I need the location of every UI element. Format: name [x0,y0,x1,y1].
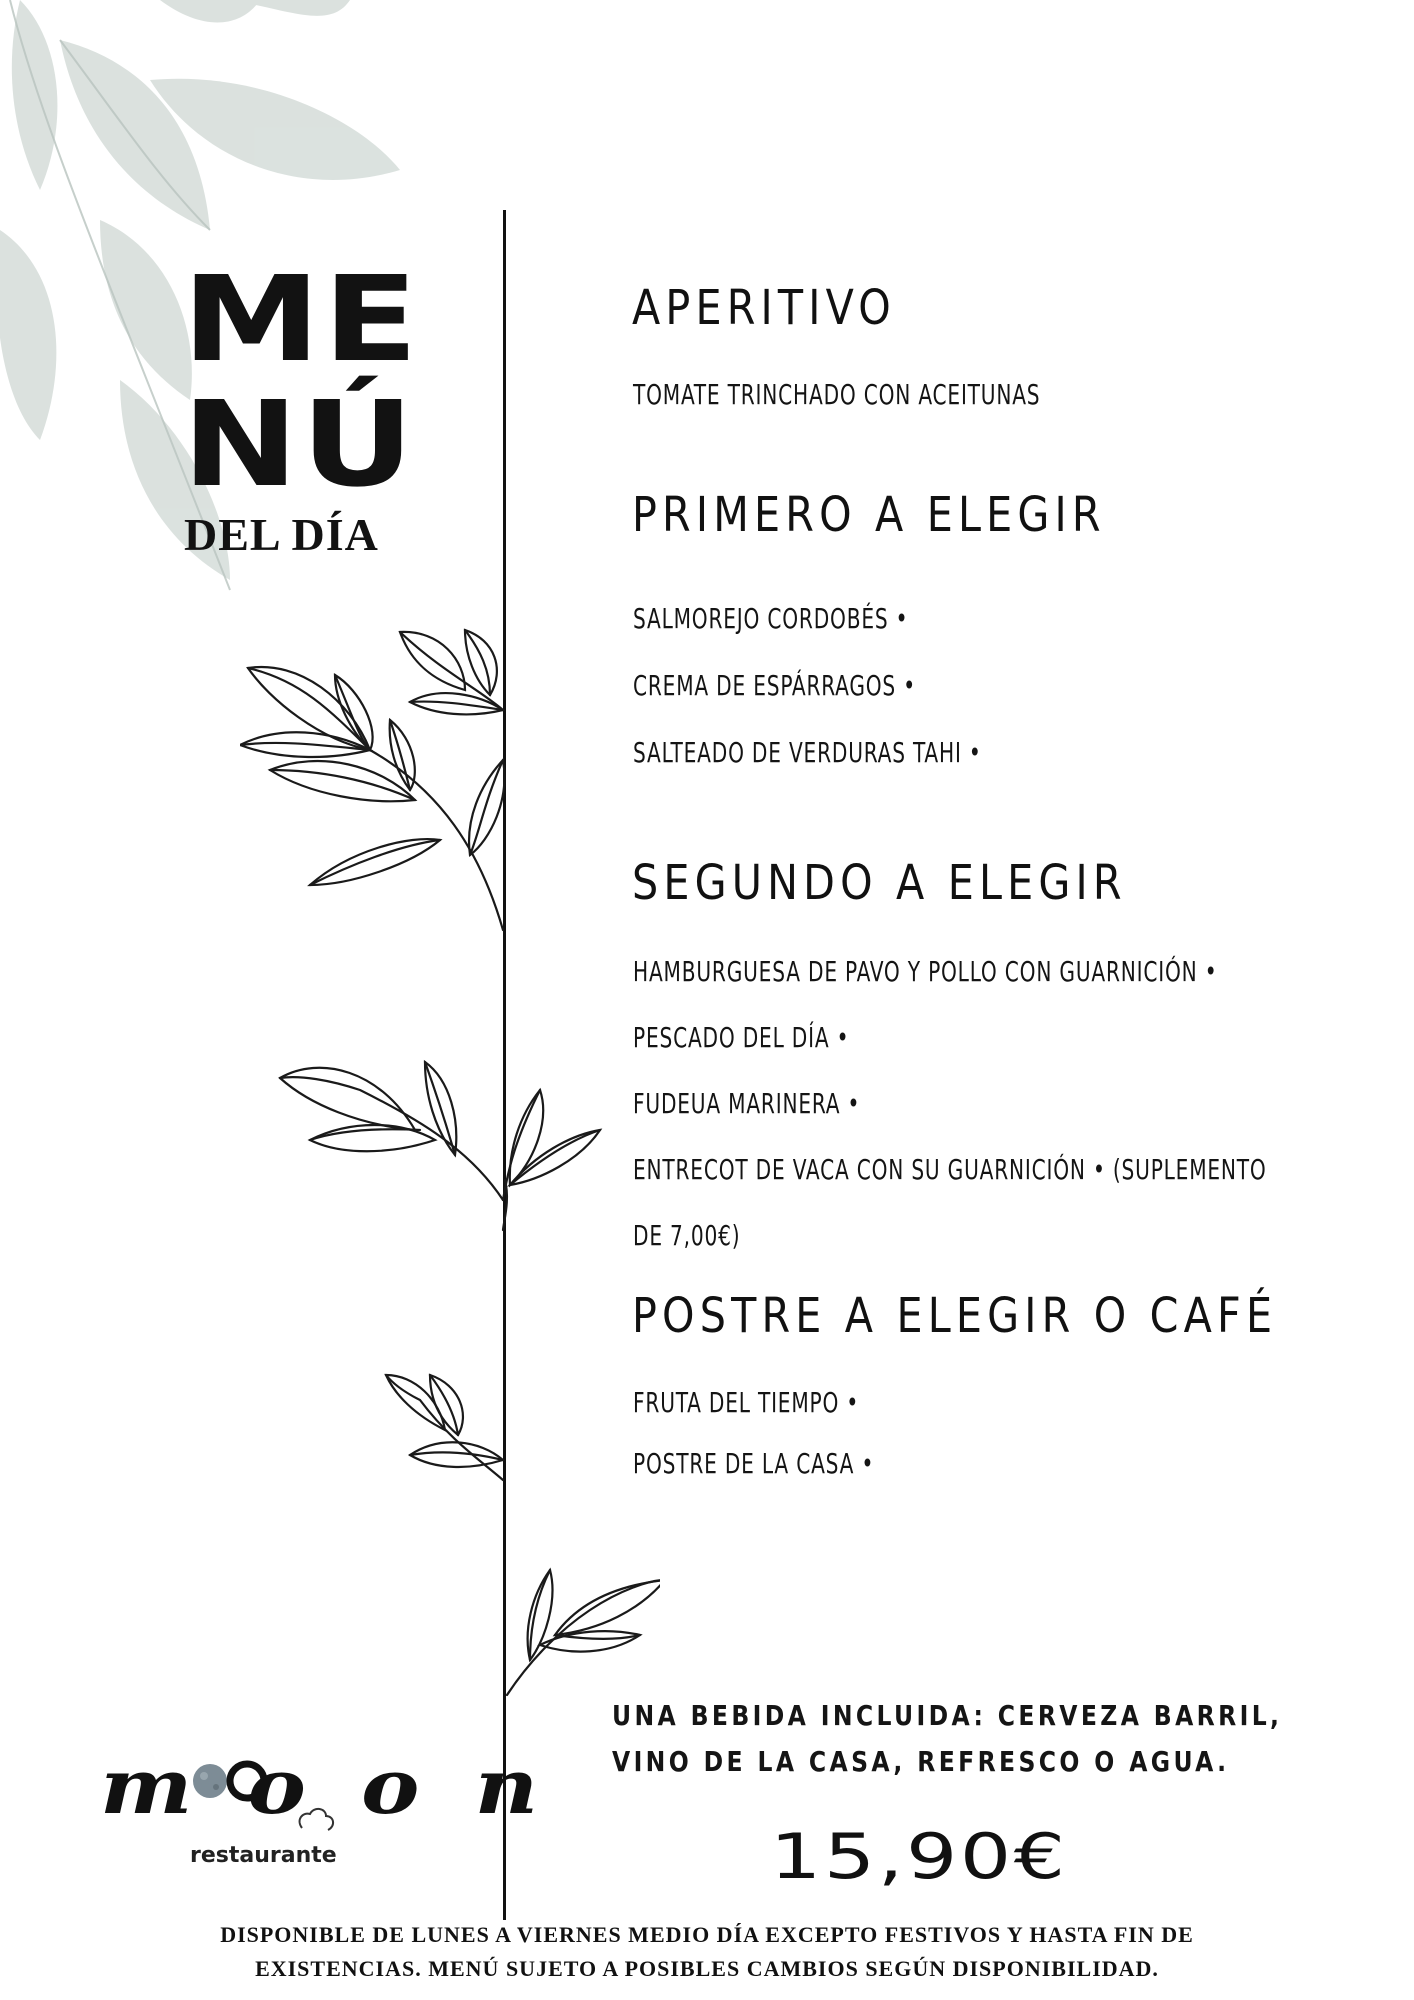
drink-line-1: UNA BEBIDA INCLUIDA: CERVEZA BARRIL, [612,1699,1283,1732]
footer-availability-note [60,1918,1354,1986]
menu-item: SALTEADO DE VERDURAS TAHI • [633,736,982,769]
section-heading-postre: POSTRE A ELEGIR O CAFÉ [632,1288,1278,1344]
menu-item: TOMATE TRINCHADO CON ACEITUNAS [633,378,1041,411]
section-heading-aperitivo: APERITIVO [632,280,896,336]
botanical-vine-illustration [240,600,660,1720]
menu-item: HAMBURGUESA DE PAVO Y POLLO CON GUARNICIÓN • [633,955,1218,988]
section-heading-segundo: SEGUNDO A ELEGIR [632,855,1127,911]
logo-wordmark: moon [100,1742,594,1831]
menu-price: 15,90€ [770,1820,1068,1893]
menu-title-line-1: ME [182,250,421,388]
menu-item: DE 7,00€) [633,1219,741,1252]
drink-line-2: VINO DE LA CASA, REFRESCO O AGUA. [612,1745,1230,1778]
menu-item: CREMA DE ESPÁRRAGOS • [633,669,916,702]
menu-item: SALMOREJO CORDOBÉS • [633,602,909,635]
drink-included-note [612,1693,1282,1785]
logo-subtitle: restaurante [190,1843,337,1868]
menu-item: POSTRE DE LA CASA • [633,1447,875,1480]
menu-item: PESCADO DEL DÍA • [633,1021,850,1054]
menu-subtitle: DEL DÍA [184,509,379,560]
menu-item: ENTRECOT DE VACA CON SU GUARNICIÓN • (SUPLEMENTO [633,1153,1267,1186]
footer-line-2: EXISTENCIAS. MENÚ SUJETO A POSIBLES CAMBIOS SEGÚN DISPONIBILIDAD. [255,1956,1159,1981]
section-heading-primero: PRIMERO A ELEGIR [632,487,1106,543]
footer-line-1: DISPONIBLE DE LUNES A VIERNES MEDIO DÍA EXCEPTO FESTIVOS Y HASTA FIN DE [220,1922,1194,1947]
menu-item: FRUTA DEL TIEMPO • [633,1386,860,1419]
menu-item: FUDEUA MARINERA • [633,1087,861,1120]
menu-title-line-2: NÚ [182,375,417,513]
